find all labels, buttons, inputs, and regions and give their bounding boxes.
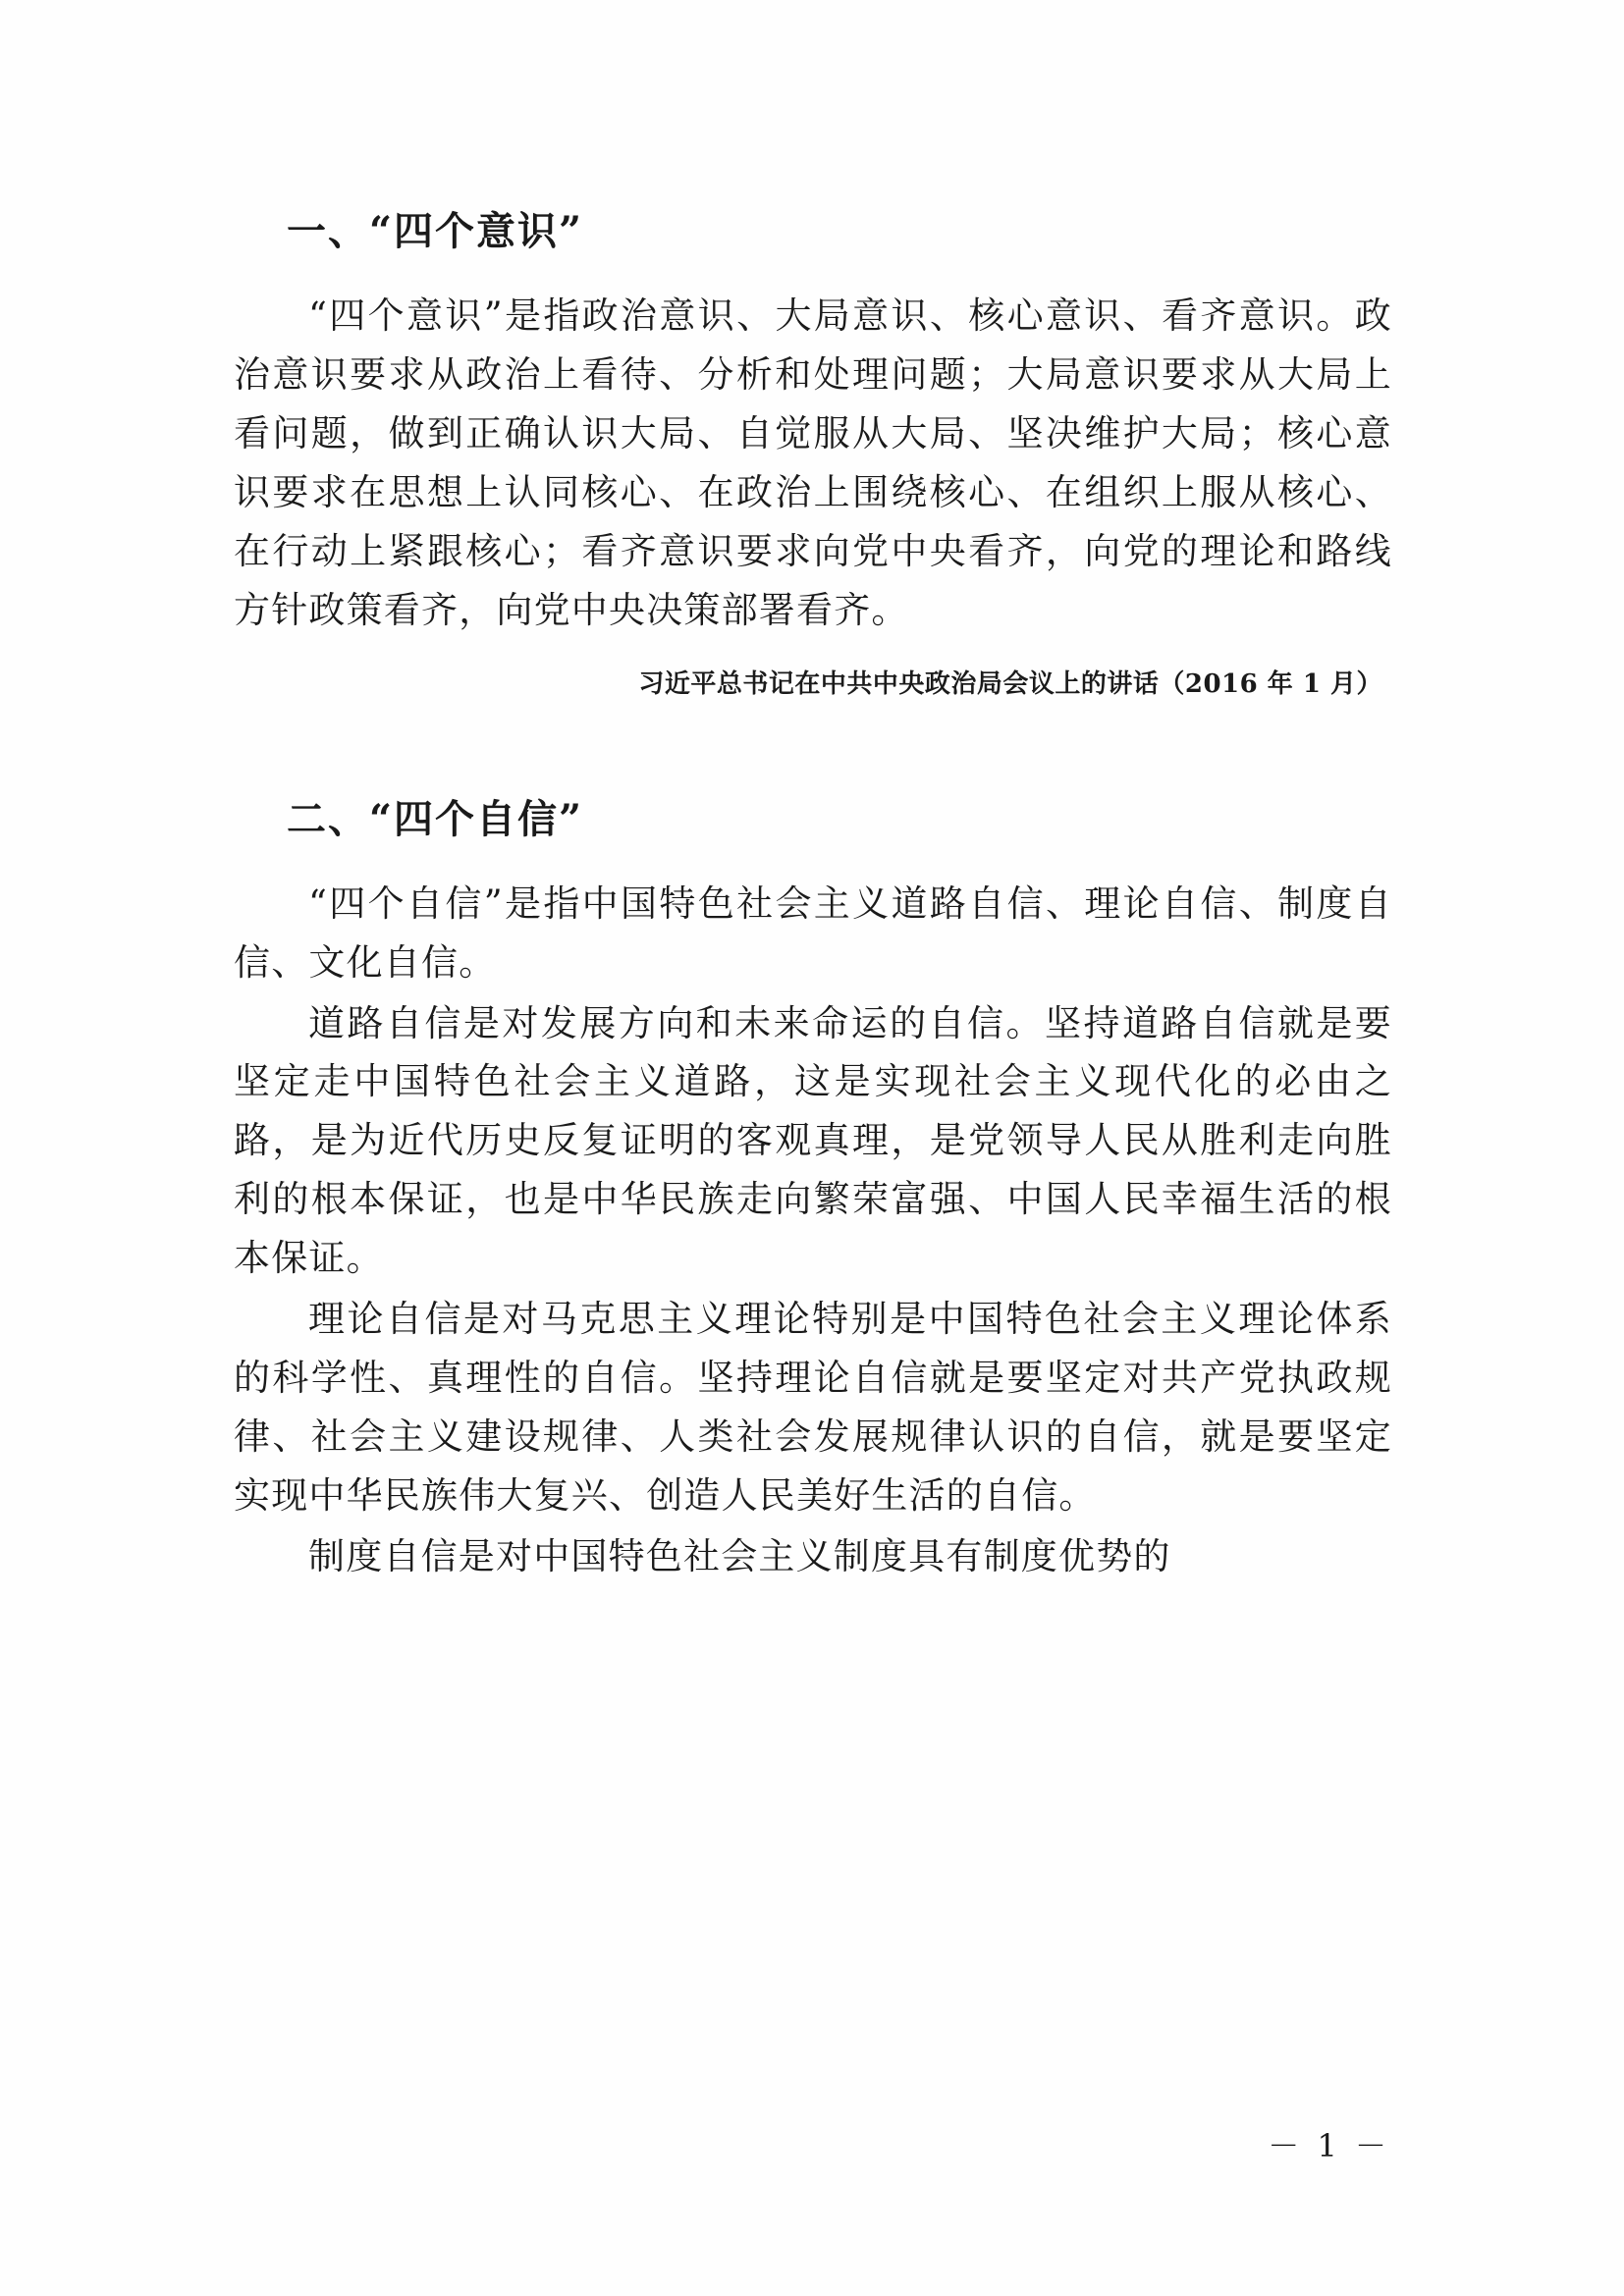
section-heading-2: 二、“四个自信” bbox=[287, 795, 584, 842]
section-heading-1: 一、“四个意识” bbox=[287, 208, 584, 254]
section-spacer bbox=[234, 700, 1392, 790]
section-1-source-attribution: 习近平总书记在中共中央政治局会议上的讲话（2016 年 1 月） bbox=[638, 668, 1382, 699]
page-number: － 1 － bbox=[1268, 2127, 1390, 2164]
page-content bbox=[234, 202, 1392, 1588]
section-2-paragraph-2: 道路自信是对发展方向和未来命运的自信。坚持道路自信就是要坚定走中国特色社会主义道路，这是实现社会主义现代化的必由之路，是为近代历史反复证明的客观真理，是党领导人民从胜利走向胜利的根本保证，也是中华民族走向繁荣富强、中国人民幸福生活的根本保证。 bbox=[234, 1001, 1392, 1280]
section-1-paragraph-1: “四个意识”是指政治意识、大局意识、核心意识、看齐意识。政治意识要求从政治上看待、分析和处理问题；大局意识要求从大局上看问题，做到正确认识大局、自觉服从大局、坚决维护大局；核心意识要求在思想上认同核心、在政治上围绕核心、在组织上服从核心、在行动上紧跟核心；看齐意识要求向党中央看齐，向党的理论和路线方针政策看齐，向党中央决策部署看齐。 bbox=[234, 294, 1392, 631]
section-2-paragraph-4: 制度自信是对中国特色社会主义制度具有制度优势的 bbox=[308, 1534, 1171, 1577]
section-2-paragraph-1: “四个自信”是指中国特色社会主义道路自信、理论自信、制度自信、文化自信。 bbox=[234, 881, 1392, 984]
section-2-paragraph-3: 理论自信是对马克思主义理论特别是中国特色社会主义理论体系的科学性、真理性的自信。坚持理论自信就是要坚定对共产党执政规律、社会主义建设规律、人类社会发展规律认识的自信，就是要坚定实现中华民族伟大复兴、创造人民美好生活的自信。 bbox=[234, 1298, 1392, 1517]
